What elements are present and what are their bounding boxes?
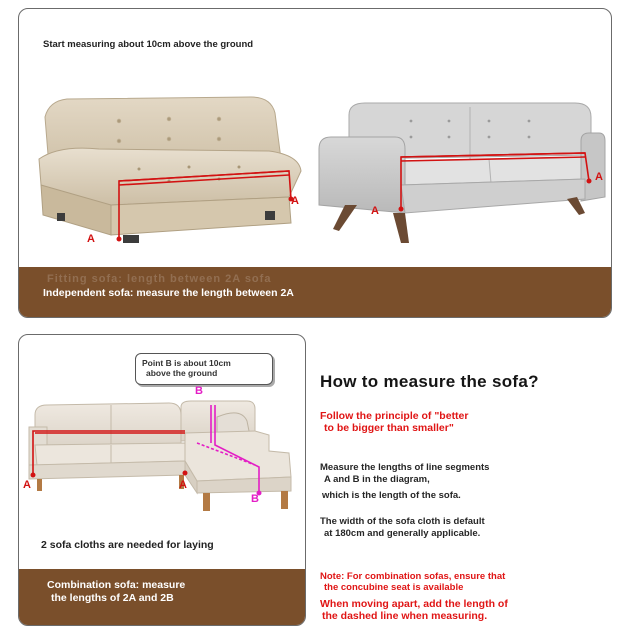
independent-sofa-band bbox=[19, 267, 611, 317]
point-b-label-top: B bbox=[195, 385, 203, 397]
moving-line-1: When moving apart, add the length of bbox=[320, 598, 508, 610]
point-b-callout bbox=[135, 353, 273, 385]
point-a-label-left: A bbox=[87, 233, 95, 245]
point-b-label-bottom: B bbox=[251, 493, 259, 505]
laying-requirement-text: 2 sofa cloths are needed for laying bbox=[41, 539, 214, 551]
note-line-2: the concubine seat is available bbox=[324, 582, 464, 593]
point-a-label-sectional-left: A bbox=[23, 479, 31, 491]
ghost-watermark-text: Fitting sofa: length between 2A sofa bbox=[47, 273, 272, 285]
note-line-1: Note: For combination sofas, ensure that bbox=[320, 571, 506, 582]
principle-line-1: Follow the principle of "better bbox=[320, 410, 469, 422]
beige-sofa-illustration bbox=[19, 9, 611, 249]
measure-line-1: Measure the lengths of line segments bbox=[320, 462, 490, 473]
point-a-label-grey-right: A bbox=[595, 171, 603, 183]
point-a-label-grey-left: A bbox=[371, 205, 379, 217]
moving-line-2: the dashed line when measuring. bbox=[322, 610, 488, 622]
independent-sofa-panel bbox=[18, 8, 612, 318]
width-line-1: The width of the sofa cloth is default bbox=[320, 516, 485, 527]
combination-band-line-1: Combination sofa: measure bbox=[47, 579, 186, 591]
measure-start-caption: Start measuring about 10cm above the ground bbox=[43, 39, 254, 50]
width-line-2: at 180cm and generally applicable. bbox=[324, 528, 481, 539]
point-a-label-sectional-right: A bbox=[179, 479, 187, 491]
callout-line-1: Point B is about 10cm bbox=[142, 358, 231, 368]
independent-sofa-instruction: Independent sofa: measure the length between 2A bbox=[43, 287, 294, 299]
how-to-measure-title: How to measure the sofa? bbox=[320, 372, 539, 391]
measure-line-2: A and B in the diagram, bbox=[324, 474, 430, 485]
principle-line-2: to be bigger than smaller" bbox=[324, 422, 454, 434]
callout-line-2: above the ground bbox=[146, 368, 218, 378]
combination-sofa-band bbox=[19, 569, 305, 625]
combination-band-line-2: the lengths of 2A and 2B bbox=[51, 592, 174, 604]
point-a-label-right: A bbox=[291, 195, 299, 207]
measure-line-3: which is the length of the sofa. bbox=[322, 490, 461, 501]
combination-sofa-panel bbox=[18, 334, 306, 626]
